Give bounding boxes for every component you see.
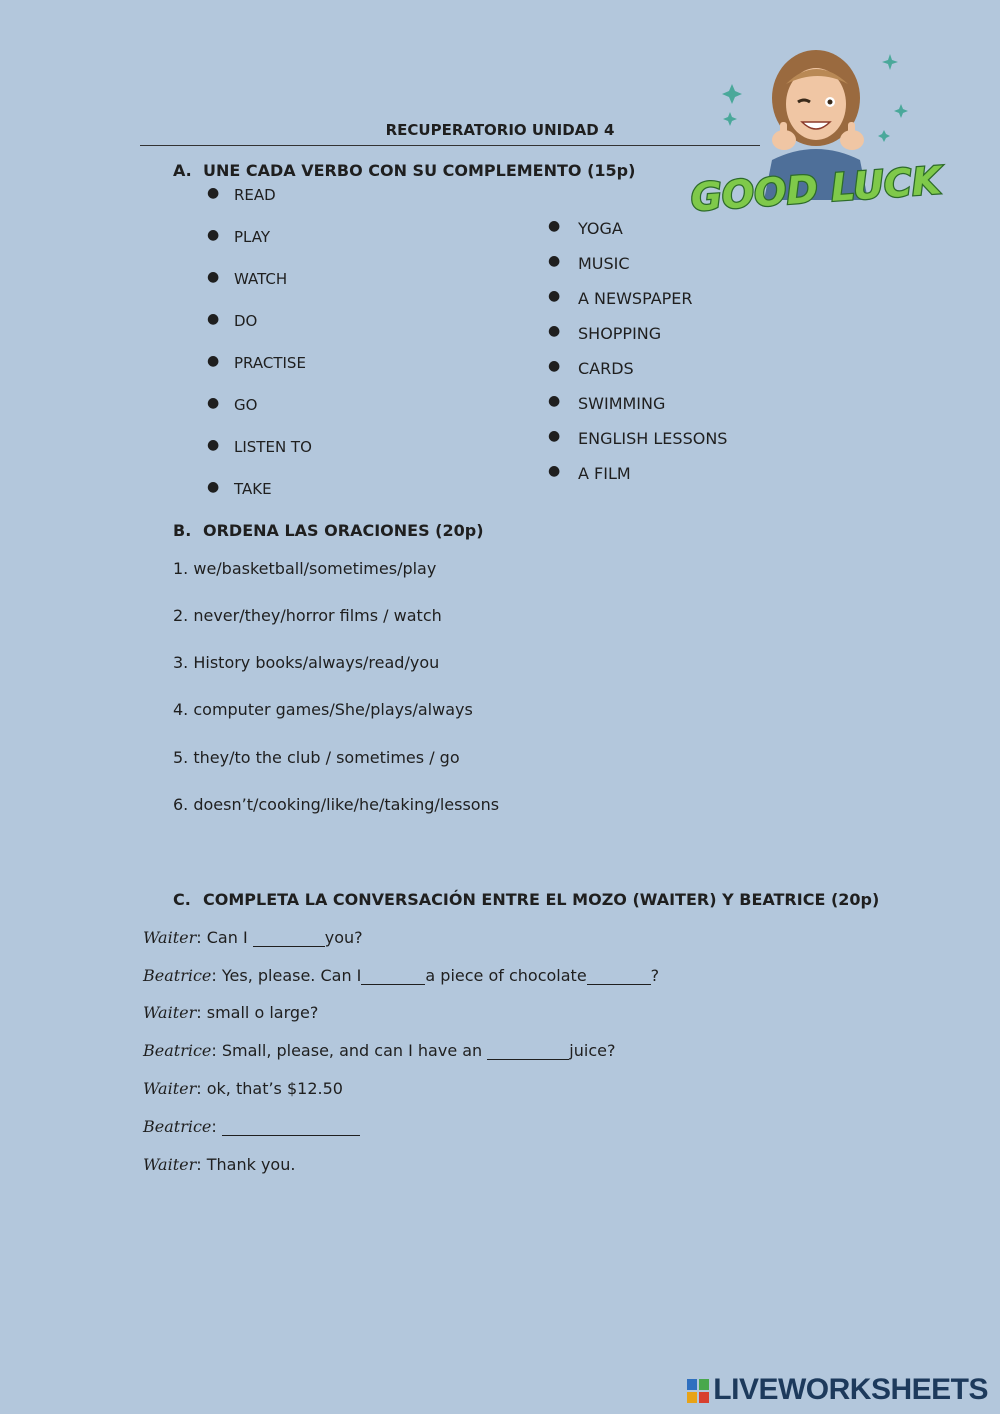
speaker-name: Waiter <box>143 1003 197 1022</box>
complement-item[interactable]: ● MUSIC <box>548 253 630 273</box>
section-a-heading <box>173 161 635 180</box>
brand-logo <box>687 1373 988 1407</box>
sentence-item: 1. we/basketball/sometimes/play <box>173 559 437 578</box>
dialogue-line: Waiter: ok, that’s $12.50 <box>143 1079 343 1098</box>
answer-blank[interactable] <box>253 930 325 947</box>
speaker-name: Waiter <box>143 928 197 947</box>
liveworksheets-logo-icon <box>687 1379 709 1403</box>
verb-item: ● DO <box>207 311 258 330</box>
verb-item: ● READ <box>207 185 276 204</box>
section-c-letter: C. <box>173 890 191 909</box>
sentence-item: 4. computer games/She/plays/always <box>173 700 473 719</box>
section-b-letter: B. <box>173 521 192 540</box>
complement-item[interactable]: ● SWIMMING <box>548 393 666 413</box>
answer-blank[interactable] <box>222 1119 360 1136</box>
answer-blank[interactable] <box>587 968 651 985</box>
complement-item[interactable]: ● ENGLISH LESSONS <box>548 428 728 448</box>
brand-text: LIVEWORKSHEETS <box>713 1373 988 1406</box>
section-a-title: UNE CADA VERBO CON SU COMPLEMENTO (15p) <box>203 161 636 180</box>
dialogue-line: Beatrice: Yes, please. Can I a piece of chocolate ? <box>143 966 660 985</box>
speaker-name: Beatrice <box>143 1117 212 1136</box>
verb-item: ● PRACTISE <box>207 353 306 372</box>
section-c-heading <box>173 890 879 909</box>
dialogue-line: Beatrice: <box>143 1117 360 1136</box>
dialogue-line: Waiter: Thank you. <box>143 1155 296 1174</box>
page-title: RECUPERATORIO UNIDAD 4 <box>385 121 615 139</box>
section-a-letter: A. <box>173 161 192 180</box>
speaker-name: Beatrice <box>143 966 212 985</box>
answer-blank[interactable] <box>487 1043 569 1060</box>
complement-item[interactable]: ● A NEWSPAPER <box>548 288 693 308</box>
dialogue-line: Beatrice: Small, please, and can I have an juice? <box>143 1041 616 1060</box>
verb-item: ● GO <box>207 395 258 414</box>
sentence-item: 5. they/to the club / sometimes / go <box>173 748 460 767</box>
title-divider <box>140 145 760 146</box>
dialogue-line: Waiter: small o large? <box>143 1003 319 1022</box>
sentence-item: 3. History books/always/read/you <box>173 653 440 672</box>
complement-item[interactable]: ● A FILM <box>548 463 631 483</box>
sentence-item: 6. doesn’t/cooking/like/he/taking/lessons <box>173 795 500 814</box>
verb-item: ● PLAY <box>207 227 271 246</box>
sticker-text: GOOD LUCK <box>689 158 943 220</box>
dialogue-line: Waiter: Can I you? <box>143 928 363 947</box>
verb-item: ● WATCH <box>207 269 288 288</box>
complement-item[interactable]: ● CARDS <box>548 358 634 378</box>
verb-item: ● LISTEN TO <box>207 437 312 456</box>
section-b-heading <box>173 521 484 540</box>
speaker-name: Waiter <box>143 1155 197 1174</box>
complement-item[interactable]: ● YOGA <box>548 218 623 238</box>
section-c-title: COMPLETA LA CONVERSACIÓN ENTRE EL MOZO (WAITER) Y BEATRICE (20p) <box>203 890 880 909</box>
sentence-item: 2. never/they/horror films / watch <box>173 606 442 625</box>
answer-blank[interactable] <box>361 968 425 985</box>
speaker-name: Waiter <box>143 1079 197 1098</box>
speaker-name: Beatrice <box>143 1041 212 1060</box>
complement-item[interactable]: ● SHOPPING <box>548 323 662 343</box>
verb-item: ● TAKE <box>207 479 272 498</box>
section-b-title: ORDENA LAS ORACIONES (20p) <box>203 521 484 540</box>
